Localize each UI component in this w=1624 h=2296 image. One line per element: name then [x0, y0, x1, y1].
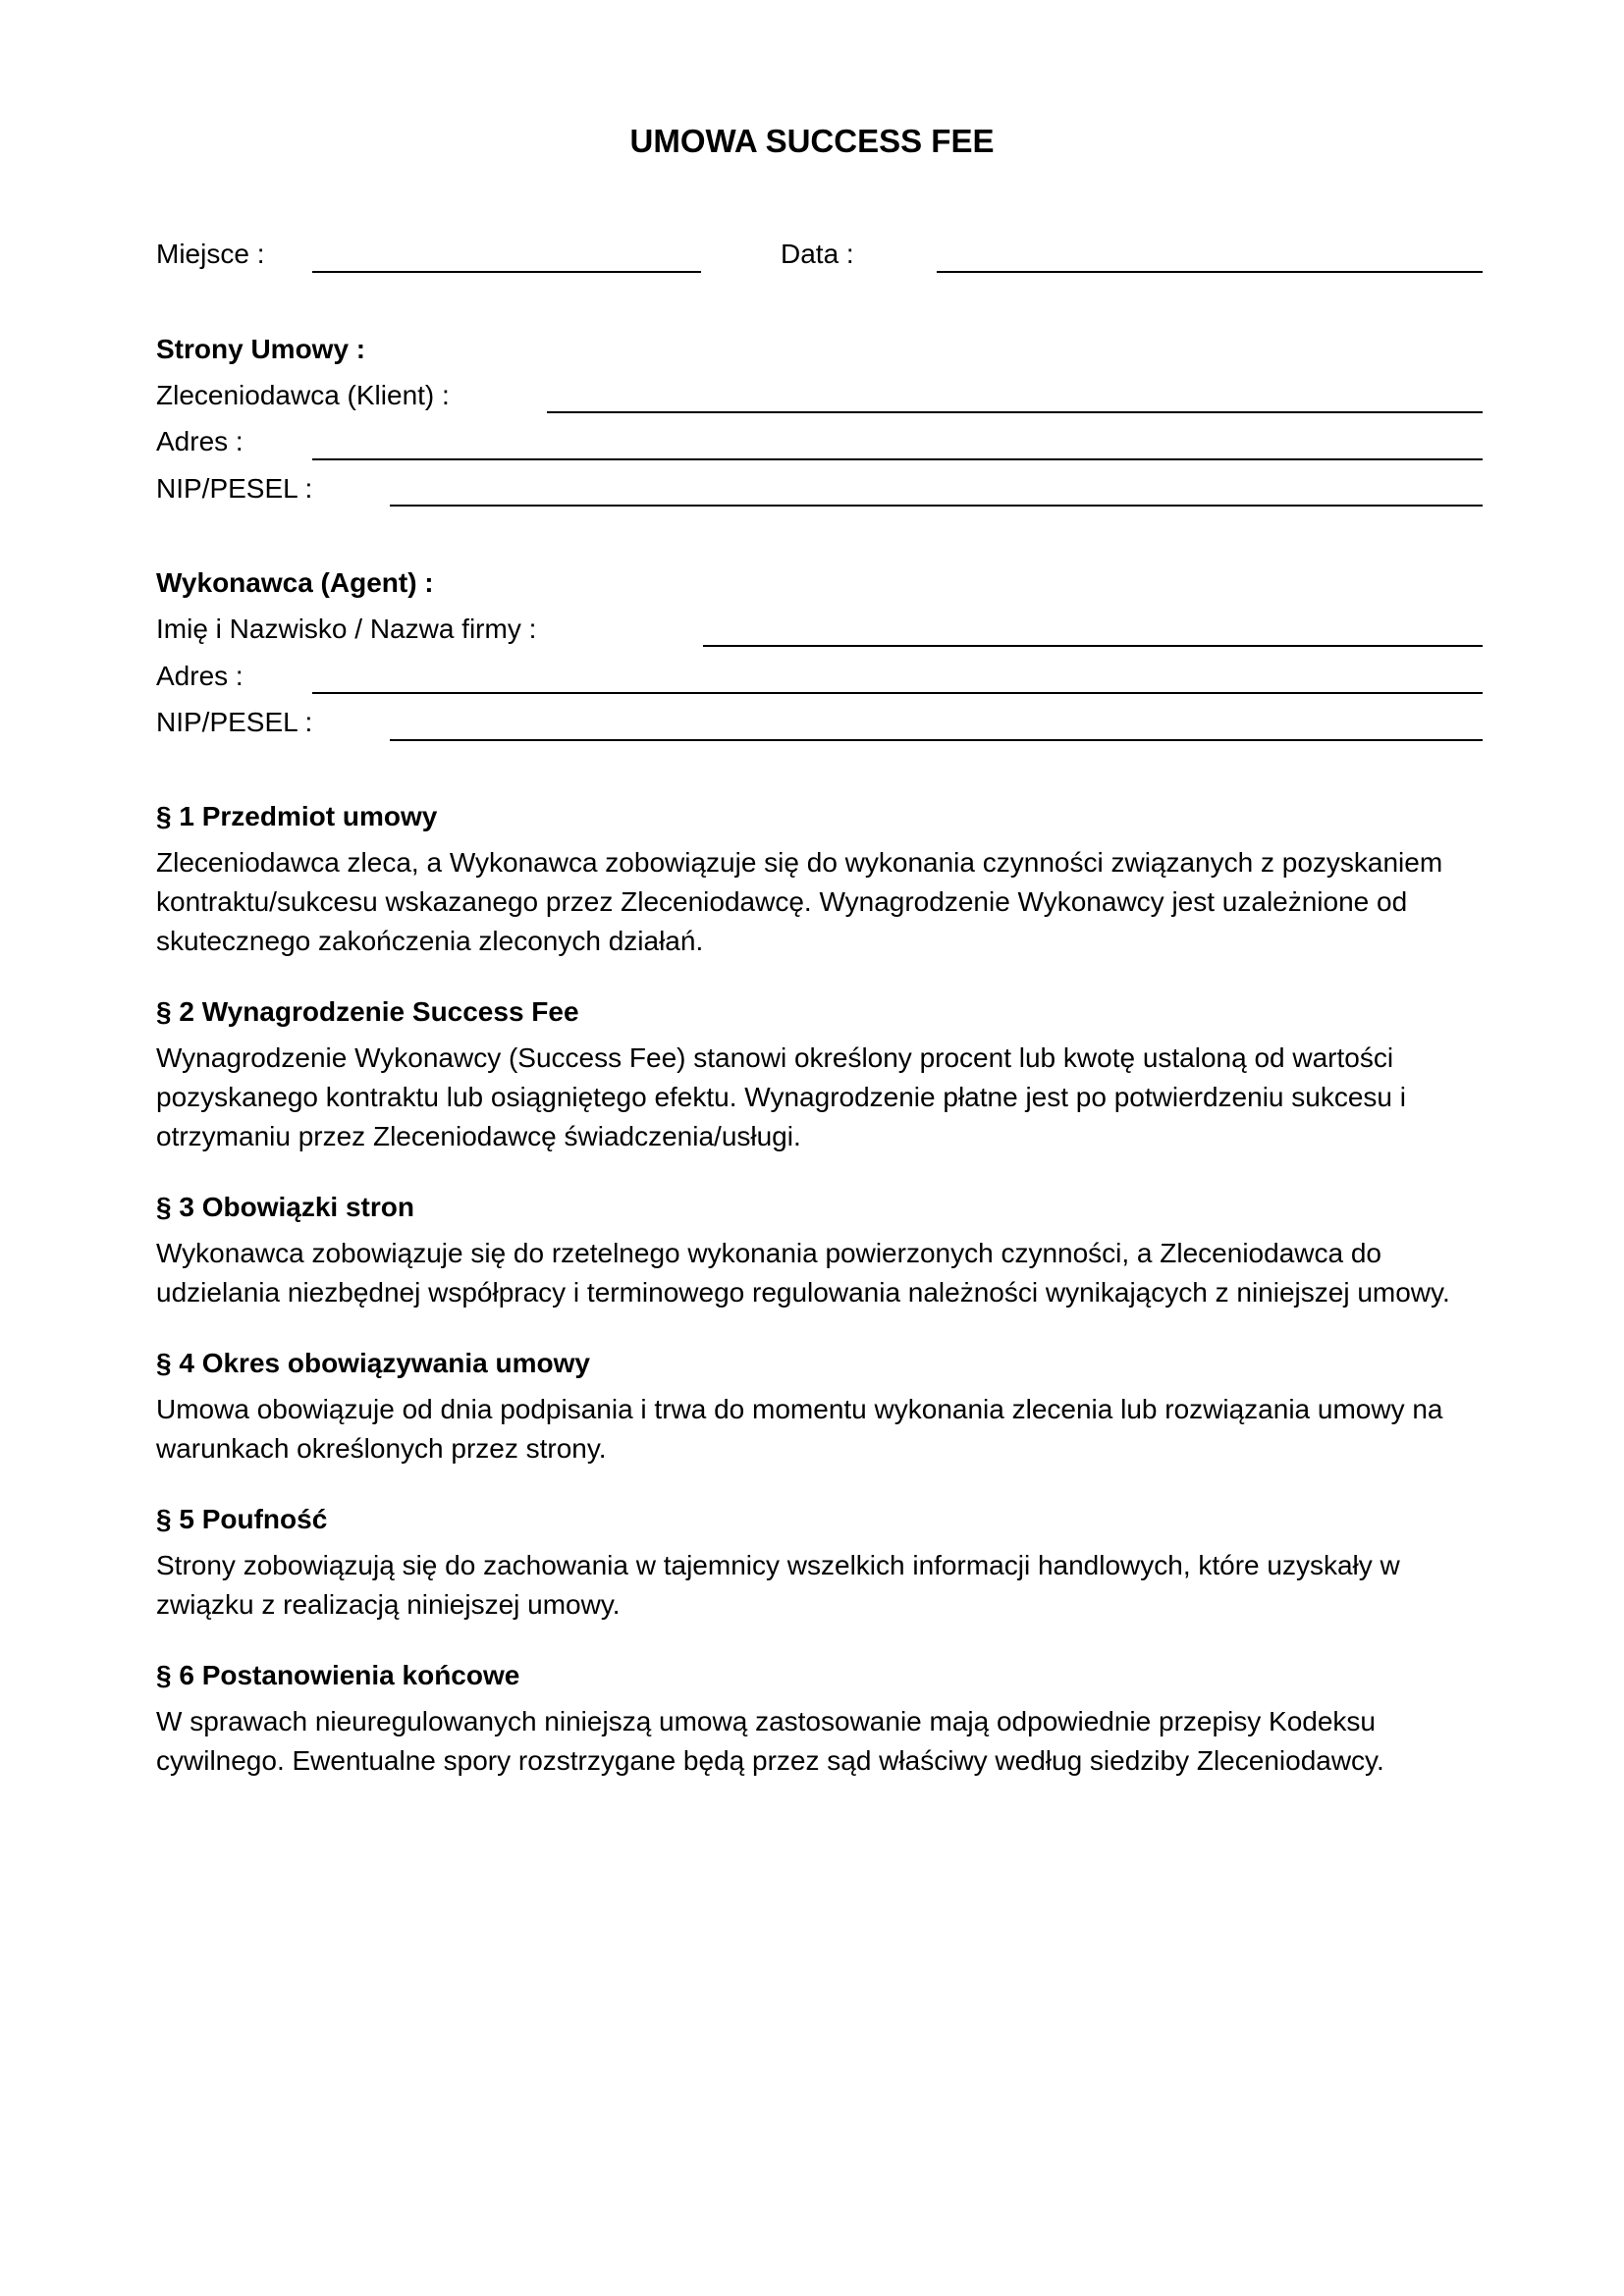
section-line: cywilnego. Ewentualne spory rozstrzygane będą przez sąd właściwy według siedziby Zleceniodawcy. — [156, 1745, 1384, 1776]
client-nip-label: NIP/PESEL : — [156, 473, 313, 504]
section-line: Zleceniodawca zleca, a Wykonawca zobowiązuje się do wykonania czynności związanych z pozyskaniem — [156, 847, 1443, 878]
place-label: Miejsce : — [156, 239, 265, 269]
section-line: warunkach określonych przez strony. — [156, 1433, 607, 1464]
client-name-label: Zleceniodawca (Klient) : — [156, 380, 450, 410]
client-name-field[interactable] — [547, 411, 1483, 413]
contractor-address-label: Adres : — [156, 661, 244, 691]
section-text — [156, 1546, 1491, 1625]
section-line: kontraktu/sukcesu wskazanego przez Zleceniodawcę. Wynagrodzenie Wykonawcy jest uzależnione od — [156, 886, 1408, 917]
section-line: Strony zobowiązują się do zachowania w tajemnicy wszelkich informacji handlowych, które uzyskały w — [156, 1550, 1400, 1580]
contractor-nip-label: NIP/PESEL : — [156, 707, 313, 737]
section-line: skutecznego zakończenia zleconych działań. — [156, 926, 704, 956]
section-heading: § 1 Przedmiot umowy — [156, 801, 438, 831]
date-field[interactable] — [937, 271, 1483, 273]
parties-heading: Strony Umowy : — [156, 334, 366, 364]
date-label: Data : — [781, 239, 854, 269]
section-text — [156, 1234, 1491, 1312]
section-heading: § 2 Wynagrodzenie Success Fee — [156, 996, 579, 1027]
contractor-address-field[interactable] — [312, 692, 1483, 694]
section-line: Wykonawca zobowiązuje się do rzetelnego wykonania powierzonych czynności, a Zleceniodawca do — [156, 1238, 1381, 1268]
section-heading: § 5 Poufność — [156, 1504, 328, 1534]
section-line: Umowa obowiązuje od dnia podpisania i trwa do momentu wykonania zlecenia lub rozwiązania umowy na — [156, 1394, 1443, 1424]
section-line: związku z realizacją niniejszej umowy. — [156, 1589, 621, 1620]
place-field[interactable] — [312, 271, 701, 273]
section-text — [156, 843, 1491, 961]
section-heading: § 4 Okres obowiązywania umowy — [156, 1348, 590, 1378]
section-text — [156, 1702, 1491, 1781]
section-line: otrzymaniu przez Zleceniodawcę świadczenia/usługi. — [156, 1121, 801, 1151]
section-line: W sprawach nieuregulowanych niniejszą umową zastosowanie mają odpowiednie przepisy Kodeksu — [156, 1706, 1377, 1736]
contractor-name-field[interactable] — [703, 645, 1483, 647]
section-line: udzielania niezbędnej współpracy i terminowego regulowania należności wynikających z niniejszej umowy. — [156, 1277, 1450, 1308]
client-address-field[interactable] — [312, 458, 1483, 460]
contractor-nip-field[interactable] — [390, 739, 1483, 741]
section-line: Wynagrodzenie Wykonawcy (Success Fee) stanowi określony procent lub kwotę ustaloną od wartości — [156, 1042, 1394, 1073]
section-text — [156, 1039, 1491, 1156]
client-address-label: Adres : — [156, 426, 244, 456]
document-title: UMOWA SUCCESS FEE — [629, 123, 995, 159]
client-nip-field[interactable] — [390, 505, 1483, 507]
contractor-heading: Wykonawca (Agent) : — [156, 567, 434, 598]
section-heading: § 3 Obowiązki stron — [156, 1192, 414, 1222]
section-line: pozyskanego kontraktu lub osiągniętego efektu. Wynagrodzenie płatne jest po potwierdzeniu sukcesu i — [156, 1082, 1406, 1112]
section-heading: § 6 Postanowienia końcowe — [156, 1660, 520, 1690]
section-text — [156, 1390, 1491, 1468]
contractor-name-label: Imię i Nazwisko / Nazwa firmy : — [156, 614, 537, 644]
